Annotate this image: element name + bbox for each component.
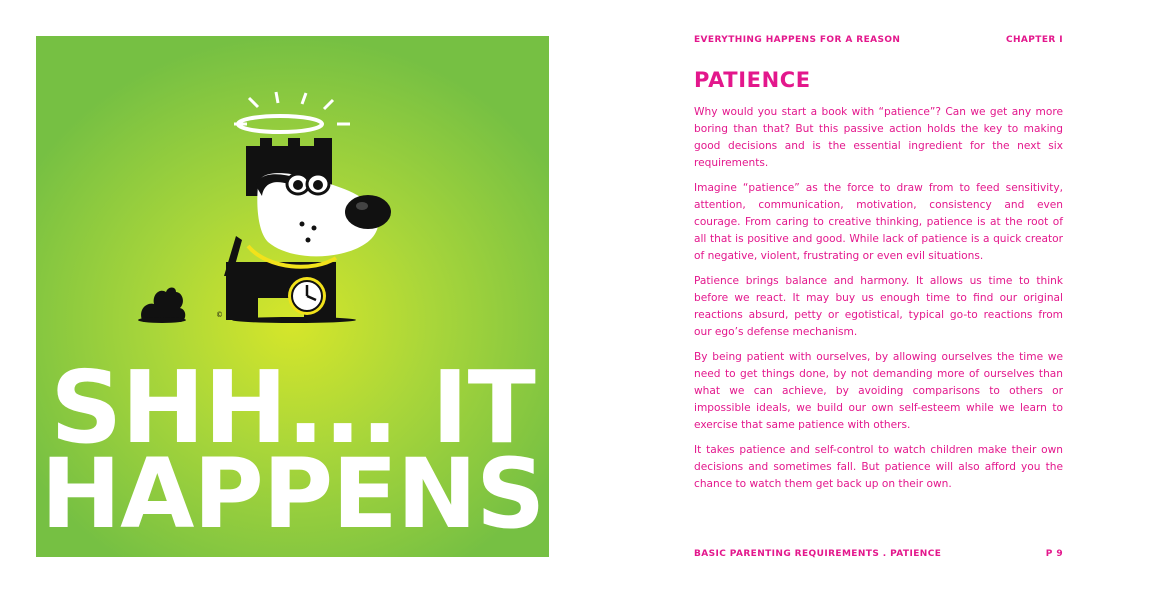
footer-section-label: BASIC PARENTING REQUIREMENTS . PATIENCE [694, 549, 942, 559]
paragraph: It takes patience and self-control to watch children make their own decisions and sometimes fall. But patience will also afford you the chance to watch them get back up on their own. [694, 444, 1063, 490]
headline-line-1: SHH... IT [50, 349, 535, 466]
text-page [694, 0, 1063, 594]
paragraph: Imagine “patience” as the force to draw from to feed sensitivity, attention, communication, motivation, consistency and even courage. From caring to creative thinking, patience is at the root of all that is positive and good. While lack of patience is a quick creator of negative, violent, frustrating or even evil situations. [694, 182, 1063, 262]
running-head-right: CHAPTER I [1006, 35, 1063, 45]
page-title: PATIENCE [694, 68, 811, 92]
cover-illustration [36, 36, 549, 557]
poop-icon [138, 288, 186, 324]
clock-icon [288, 277, 326, 315]
headline-line-2: HAPPENS [40, 438, 545, 550]
body-text [694, 104, 1063, 501]
copyright-mark: © [216, 311, 223, 319]
page-number: P 9 [1045, 549, 1063, 559]
paragraph: Why would you start a book with “patience”? Can we get any more boring than that? But this passive action holds the key to making good decisions and is the essential ingredient for the next six requirements. [694, 106, 1063, 169]
halo-icon [234, 92, 350, 132]
paragraph: Patience brings balance and harmony. It allows us time to think before we react. It may buy us enough time to find our original reactions absurd, petty or egotistical, typical go-to reactions from our ego’s defense mechanism. [694, 275, 1063, 338]
paragraph: By being patient with ourselves, by allowing ourselves the time we need to get things done, by not demanding more of ourselves than what we can achieve, by avoiding comparisons to others or impossible ideals, we build our own self-esteem while we learn to exercise that same patience with others. [694, 351, 1063, 431]
running-head-left: EVERYTHING HAPPENS FOR A REASON [694, 35, 901, 45]
